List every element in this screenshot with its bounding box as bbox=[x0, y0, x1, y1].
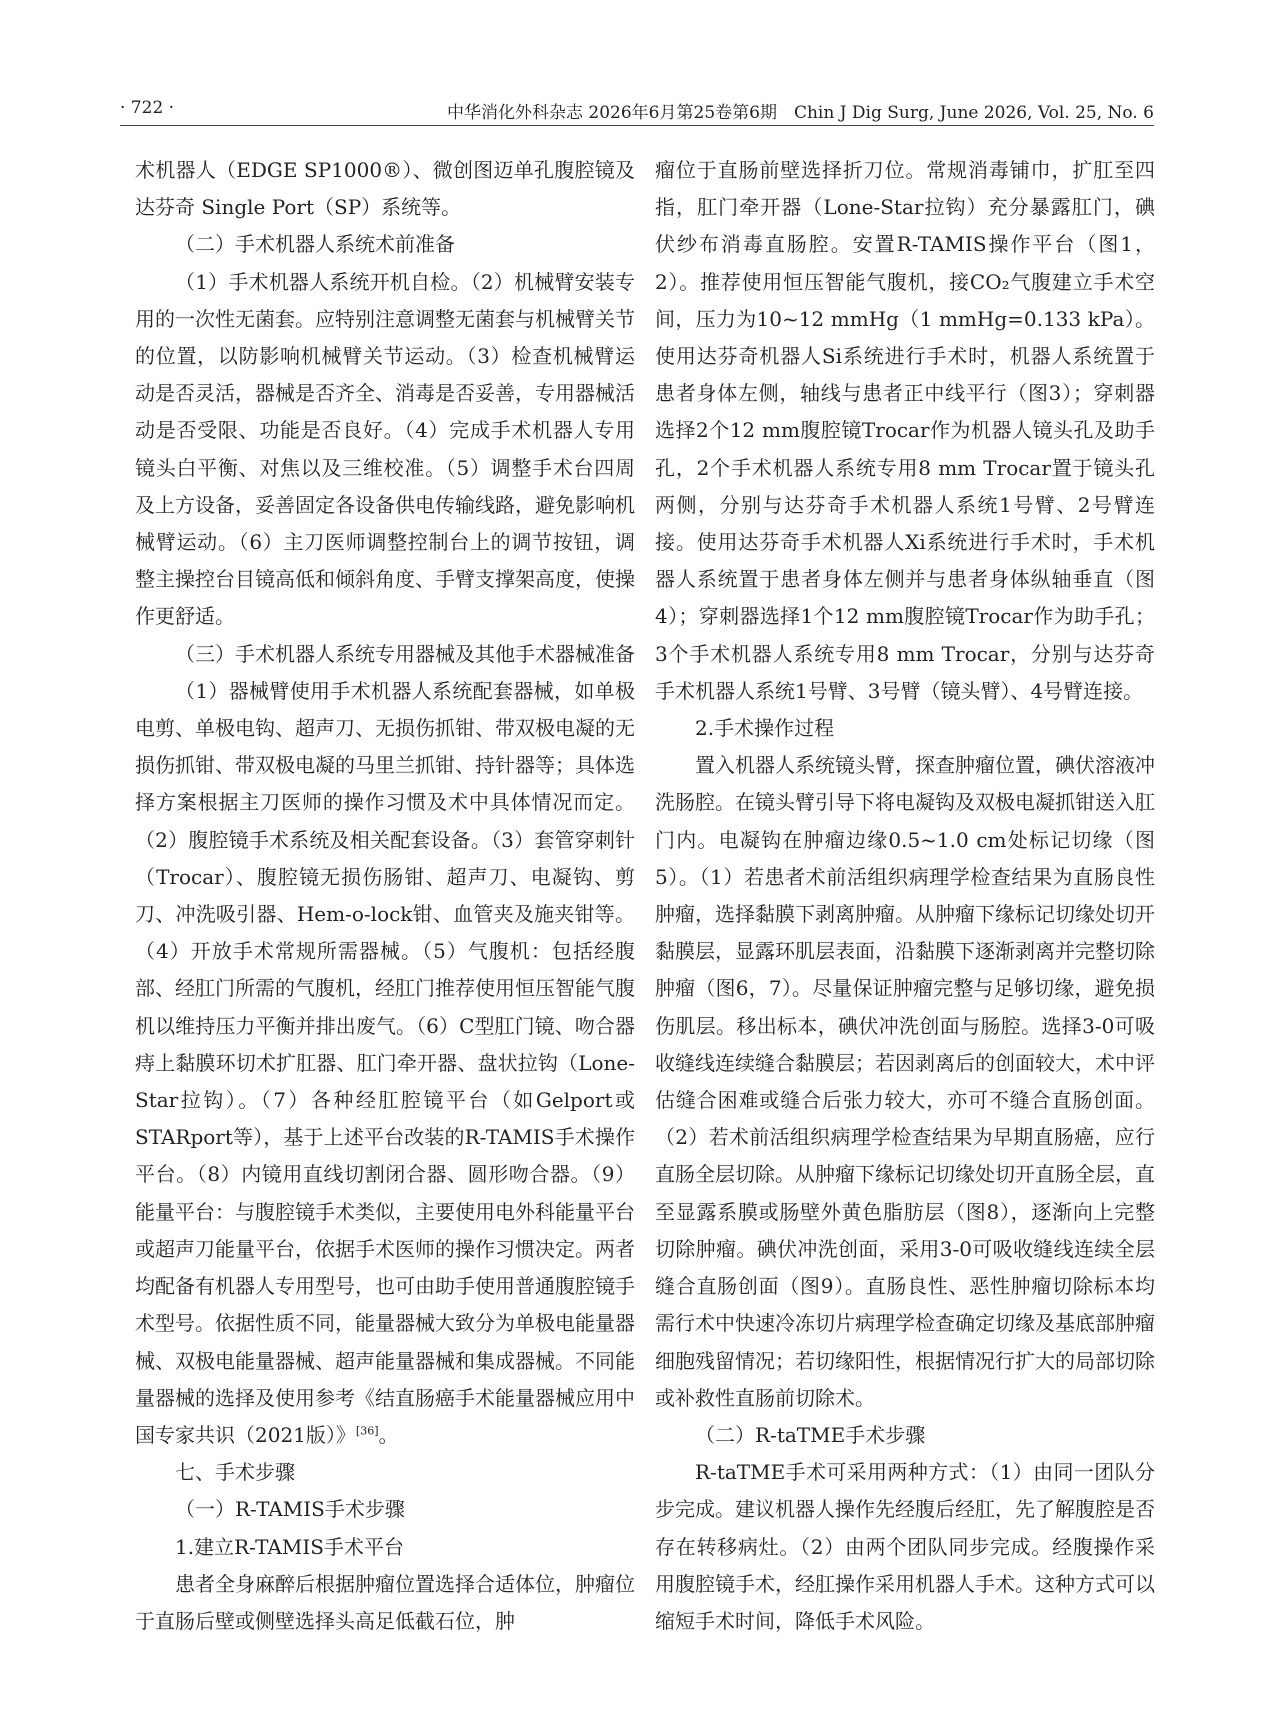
header-rule bbox=[120, 125, 1154, 126]
left-column bbox=[135, 152, 635, 1640]
paragraph-text: （1）器械臂使用手术机器人系统配套器械，如单极电剪、单极电钩、超声刀、无损伤抓钳、带双极电凝的无损伤抓钳、带双极电凝的马里兰抓钳、持针器等；具体选择方案根据主刀医师的操作习惯及术中具体情况而定。（2）腹腔镜手术系统及相关配套设备。（3）套管穿刺针（Trocar）、腹腔镜无损伤肠钳、超声刀、电凝钩、剪刀、冲洗吸引器、Hem-o-lock钳、血管夹及施夹钳等。（4）开放手术常规所需器械。（5）气腹机：包括经腹部、经肛门所需的气腹机，经肛门推荐使用恒压智能气腹机以维持压力平衡并排出废气。（6）C型肛门镜、吻合器痔上黏膜环切术扩肛器、肛门牵开器、盘状拉钩（Lone-Star拉钩）。（7）各种经肛腔镜平台（如Gelport或STARport等），基于上述平台改装的R-TAMIS手术操作平台。（8）内镜用直线切割闭合器、圆形吻合器。（9）能量平台：与腹腔镜手术类似，主要使用电外科能量平台或超声刀能量平台，依据手术医师的操作习惯决定。两者均配备有机器人专用型号，也可由助手使用普通腹腔镜手术型号。依据性质不同，能量器械大致分为单极电能量器械、双极电能量器械、超声能量器械和集成器械。不同能量器械的选择及使用参考《结直肠癌手术能量器械应用中国专家共识（2021版）》 bbox=[135, 678, 635, 1447]
section-heading: 2.手术操作过程 bbox=[695, 716, 835, 741]
running-header bbox=[120, 98, 1154, 124]
section-heading: 1.建立R-TAMIS手术平台 bbox=[175, 1534, 404, 1559]
section-heading: （三）手术机器人系统专用器械及其他手术器械准备 bbox=[175, 641, 635, 666]
paragraph: 患者全身麻醉后根据肿瘤位置选择合适体位，肿瘤位于直肠后壁或侧壁选择头高足低截石位，肿 bbox=[135, 1571, 635, 1633]
paragraph: R-taTME手术可采用两种方式：（1）由同一团队分步完成。建议机器人操作先经腹后经肛，先了解腹腔是否存在转移病灶。（2）由两个团队同步完成。经腹操作采用腹腔镜手术，经肛操作采用机器人手术。这种方式可以缩短手术时间，降低手术风险。 bbox=[655, 1460, 1155, 1633]
paragraph bbox=[135, 673, 635, 1454]
paragraph: 瘤位于直肠前壁选择折刀位。常规消毒铺巾，扩肛至四指，肛门牵开器（Lone-Star拉钩）充分暴露肛门，碘伏纱布消毒直肠腔。安置R-TAMIS操作平台（图1，2）。推荐使用恒压智能气腹机，接CO₂气腹建立手术空间，压力为10~12 mmHg（1 mmHg=0.133 kPa）。使用达芬奇机器人Si系统进行手术时，机器人系统置于患者身体左侧，轴线与患者正中线平行（图3）；穿刺器选择2个12 mm腹腔镜Trocar作为机器人镜头孔及助手孔，2个手术机器人系统专用8 mm Trocar置于镜头孔两侧，分别与达芬奇手术机器人系统1号臂、2号臂连接。使用达芬奇手术机器人Xi系统进行手术时，手术机器人系统置于患者身体左侧并与患者身体纵轴垂直（图4）；穿刺器选择1个12 mm腹腔镜Trocar作为助手孔；3个手术机器人系统专用8 mm Trocar，分别与达芬奇手术机器人系统1号臂、3号臂（镜头臂）、4号臂连接。 bbox=[655, 158, 1155, 703]
paragraph-end: 。 bbox=[378, 1422, 399, 1447]
section-heading: （一）R-TAMIS手术步骤 bbox=[175, 1497, 405, 1522]
paragraph: （1）手术机器人系统开机自检。（2）机械臂安装专用的一次性无菌套。应特别注意调整无菌套与机械臂关节的位置，以防影响机械臂关节运动。（3）检查机械臂运动是否灵活，器械是否齐全、消毒是否妥善，专用器械活动是否受限、功能是否良好。（4）完成手术机器人专用镜头白平衡、对焦以及三维校准。（5）调整手术台四周及上方设备，妥善固定各设备供电传输线路，避免影响机械臂运动。（6）主刀医师调整控制台上的调节按钮，调整主操控台目镜高低和倾斜角度、手臂支撑架高度，使操作更舒适。 bbox=[135, 269, 635, 629]
section-heading: 七、手术步骤 bbox=[175, 1460, 295, 1485]
paragraph: 术机器人（EDGE SP1000®）、微创图迈单孔腹腔镜及达芬奇 Single Port（SP）系统等。 bbox=[135, 158, 635, 220]
section-heading: （二）手术机器人系统术前准备 bbox=[175, 232, 455, 257]
section-heading: （二）R-taTME手术步骤 bbox=[695, 1422, 926, 1447]
journal-citation: 中华消化外科杂志 2026年6月第25卷第6期 Chin J Dig Surg, June 2026, Vol. 25, No. 6 bbox=[447, 103, 1154, 123]
right-column bbox=[655, 152, 1155, 1640]
citation-ref: [36] bbox=[355, 1424, 379, 1438]
page-number: · 722 · bbox=[120, 98, 175, 118]
paragraph: 置入机器人系统镜头臂，探查肿瘤位置，碘伏溶液冲洗肠腔。在镜头臂引导下将电凝钩及双极电凝抓钳送入肛门内。电凝钩在肿瘤边缘0.5~1.0 cm处标记切缘（图5）。（1）若患者术前活组织病理学检查结果为直肠良性肿瘤，选择黏膜下剥离肿瘤。从肿瘤下缘标记切缘处切开黏膜层，显露环肌层表面，沿黏膜下逐渐剥离并完整切除肿瘤（图6，7）。尽量保证肿瘤完整与足够切缘，避免损伤肌层。移出标本，碘伏冲洗创面与肠腔。选择3-0可吸收缝线连续缝合黏膜层；若因剥离后的创面较大，术中评估缝合困难或缝合后张力较大，亦可不缝合直肠创面。（2）若术前活组织病理学检查结果为早期直肠癌，应行直肠全层切除。从肿瘤下缘标记切缘处切开直肠全层，直至显露系膜或肠壁外黄色脂肪层（图8），逐渐向上完整切除肿瘤。碘伏冲洗创面，采用3-0可吸收缝线连续全层缝合直肠创面（图9）。直肠良性、恶性肿瘤切除标本均需行术中快速冷冻切片病理学检查确定切缘及基底部肿瘤细胞残留情况；若切缘阳性，根据情况行扩大的局部切除或补救性直肠前切除术。 bbox=[655, 753, 1155, 1410]
